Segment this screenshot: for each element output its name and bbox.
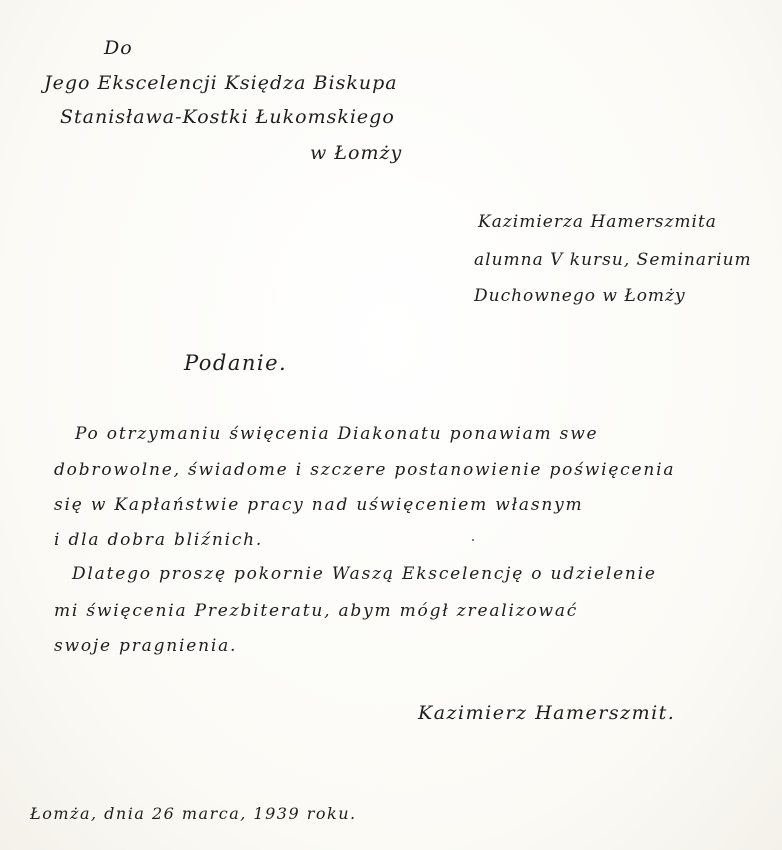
- body-line-3: się w Kapłaństwie pracy nad uświęceniem własnym: [54, 495, 584, 515]
- document-title: Podanie.: [184, 351, 288, 375]
- body-line-4: i dla dobra bliźnich.: [54, 530, 264, 550]
- body-line-7: swoje pragnienia.: [54, 636, 238, 656]
- sender-line-3: Duchownego w Łomży: [474, 286, 686, 306]
- addressee-line-2: Jego Ekscelencji Księdza Biskupa: [44, 72, 398, 94]
- body-line-1: Po otrzymaniu święcenia Diakonatu ponawiam swe: [75, 424, 599, 444]
- body-line-2: dobrowolne, świadome i szczere postanowienie poświęcenia: [54, 460, 676, 480]
- date-line: Łomża, dnia 26 marca, 1939 roku.: [30, 804, 357, 823]
- body-line-6: mi święcenia Prezbiteratu, abym mógł zrealizować: [54, 601, 579, 621]
- addressee-line-3: Stanisława-Kostki Łukomskiego: [60, 106, 395, 128]
- sender-line-1: Kazimierza Hamerszmita: [478, 212, 717, 232]
- ink-speck: [472, 539, 474, 541]
- addressee-line-1: Do: [104, 37, 133, 59]
- body-line-5: Dlatego proszę pokornie Waszą Ekscelencję o udzielenie: [72, 564, 657, 584]
- sender-line-2: alumna V kursu, Seminarium: [474, 250, 752, 270]
- signature: Kazimierz Hamerszmit.: [418, 702, 676, 724]
- addressee-line-4: w Łomży: [310, 142, 403, 164]
